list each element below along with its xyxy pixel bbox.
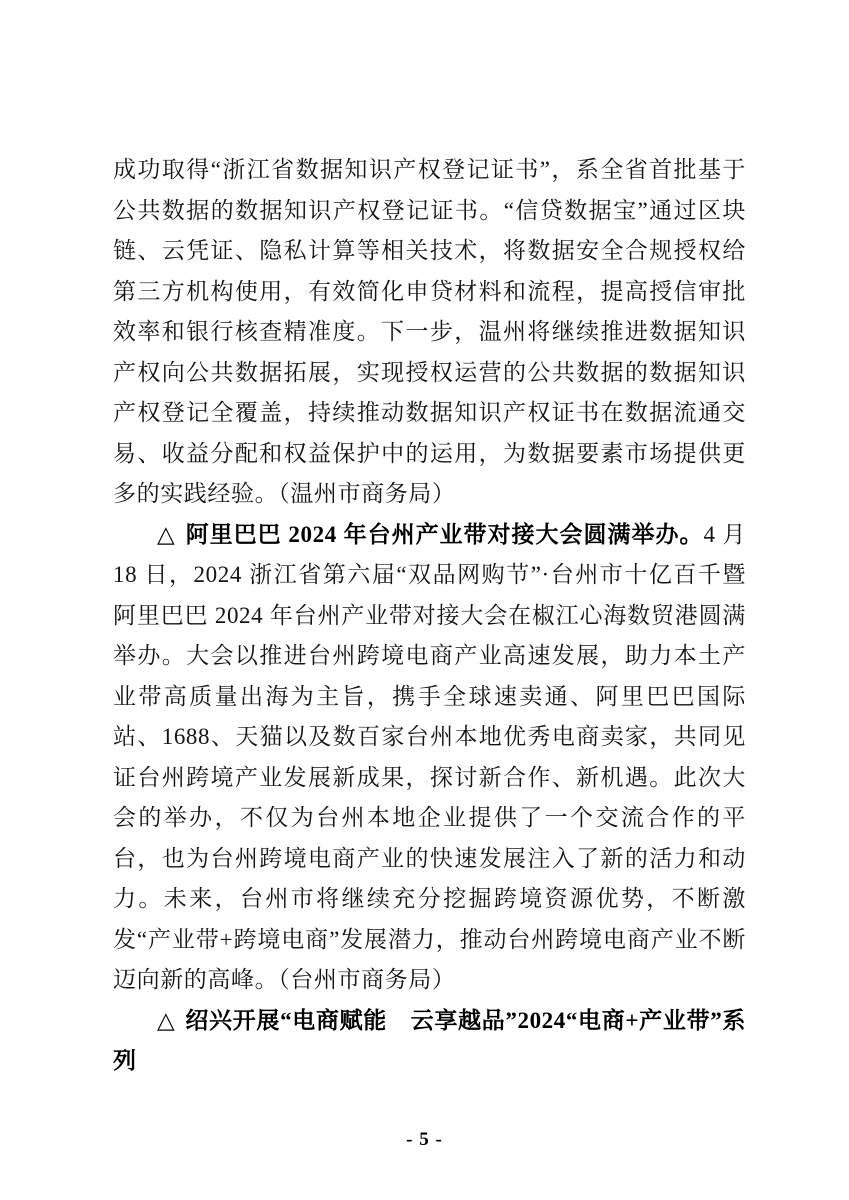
item-title: 阿里巴巴 2024 年台州产业带对接大会圆满举办。 <box>185 521 704 547</box>
page-number: - 5 - <box>406 1129 443 1150</box>
paragraph-wenzhou-data-ip <box>113 150 746 515</box>
paragraph-taizhou-alibaba <box>113 515 746 1001</box>
page-content <box>113 150 746 1082</box>
item-triangle-marker: △ <box>157 521 176 547</box>
paragraph-text: 成功取得“浙江省数据知识产权登记证书”，系全省首批基于公共数据的数据知识产权登记证书。“信贷数据宝”通过区块链、云凭证、隐私计算等相关技术，将数据安全合规授权给第三方机构使用，有效简化申贷材料和流程，提高授信审批效率和银行核查精准度。下一步，温州将继续推进数据知识产权向公共数据拓展，实现授权运营的公共数据的数据知识产权登记全覆盖，持续推动数据知识产权证书在数据流通交易、收益分配和权益保护中的运用，为数据要素市场提供更多的实践经验。（温州市商务局） <box>113 157 746 506</box>
paragraph-shaoxing-heading <box>113 1001 746 1082</box>
item-triangle-marker: △ <box>157 1007 176 1033</box>
paragraph-text: 4 月 18 日，2024 浙江省第六届“双品网购节”·台州市十亿百千暨阿里巴巴 2024 年台州产业带对接大会在椒江心海数贸港圆满举办。大会以推进台州跨境电商产业高速发展，助力本土产业带高质量出海为主旨，携手全球速卖通、阿里巴巴国际站、1688、天猫以及数百家台州本地优秀电商卖家，共同见证台州跨境产业发展新成果，探讨新合作、新机遇。此次大会的举办，不仅为台州本地企业提供了一个交流合作的平台，也为台州跨境电商产业的快速发展注入了新的活力和动力。未来，台州市将继续充分挖掘跨境资源优势，不断激发“产业带+跨境电商”发展潜力，推动台州跨境电商产业不断迈向新的高峰。（台州市商务局） <box>113 521 746 992</box>
item-title: 绍兴开展“电商赋能 云享越品”2024“电商+产业带”系列 <box>113 1007 746 1073</box>
